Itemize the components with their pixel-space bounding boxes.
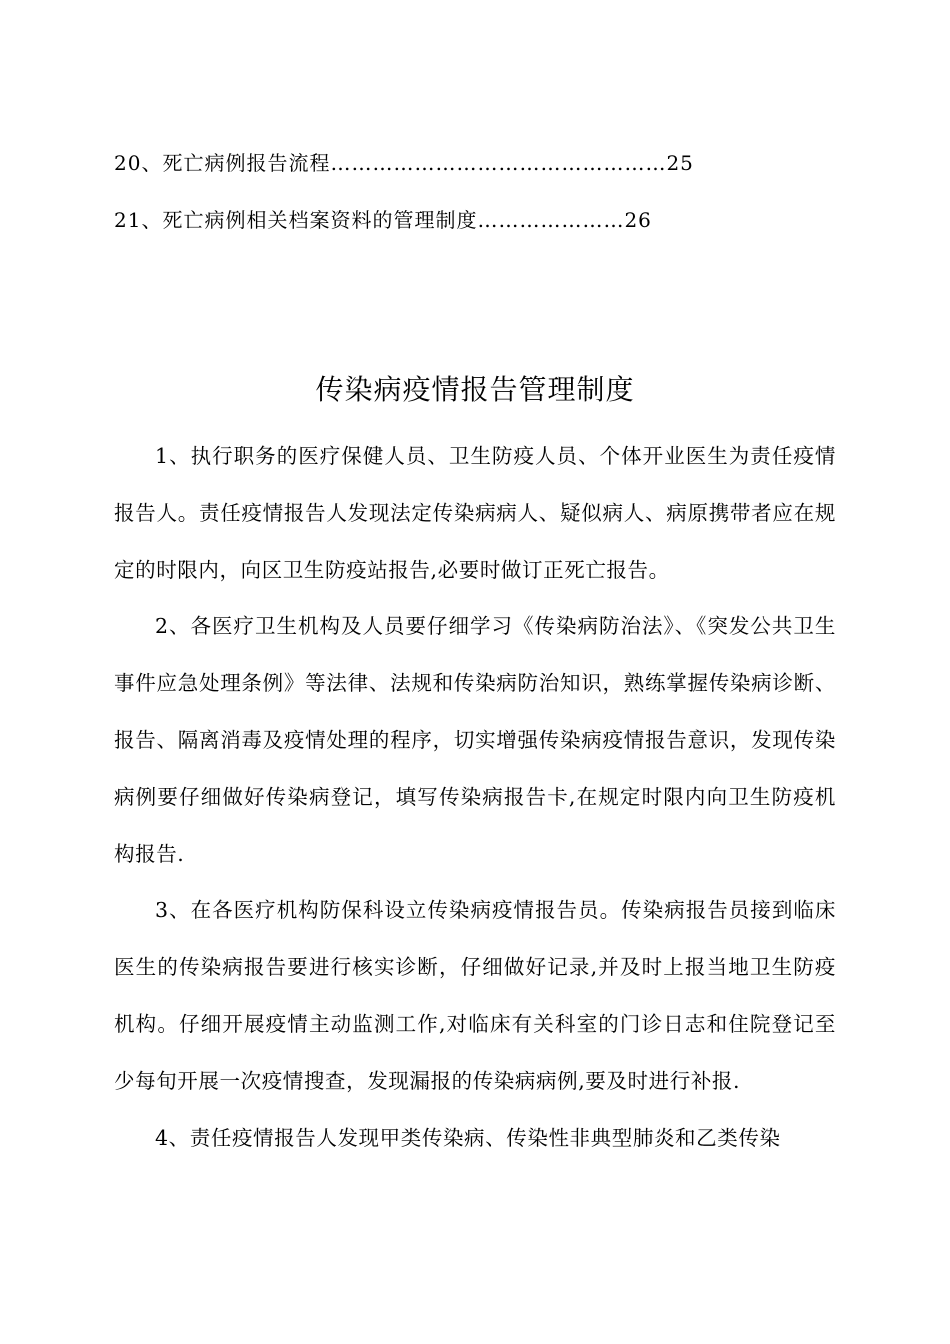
paragraph-1: 1、执行职务的医疗保健人员、卫生防疫人员、个体开业医生为责任疫情报告人。责任疫情报告人发现法定传染病病人、疑似病人、病原携带者应在规定的时限内，向区卫生防疫站报告,必要时做订正死亡报告。 [114, 444, 836, 582]
paragraph-3: 3、在各医疗机构防保科设立传染病疫情报告员。传染病报告员接到临床医生的传染病报告要进行核实诊断，仔细做好记录,并及时上报当地卫生防疫机构。仔细开展疫情主动监测工作,对临床有关科室的门诊日志和住院登记至少每旬开展一次疫情搜查，发现漏报的传染病病例,要及时进行补报. [114, 898, 836, 1093]
table-of-contents [114, 148, 834, 235]
paragraph-4: 4、责任疫情报告人发现甲类传染病、传染性非典型肺炎和乙类传染 [155, 1125, 781, 1150]
paragraph-2: 2、各医疗卫生机构及人员要仔细学习《传染病防治法》、《突发公共卫生事件应急处理条例》等法律、法规和传染病防治知识，熟练掌握传染病诊断、报告、隔离消毒及疫情处理的程序，切实增强传染病疫情报告意识，发现传染病例要仔细做好传染病登记，填写传染病报告卡,在规定时限内向卫生防疫机构报告. [114, 614, 836, 866]
toc-item-20: 20、死亡病例报告流程…………………………………………25 [114, 151, 694, 175]
toc-item-21: 21、死亡病例相关档案资料的管理制度…………………26 [114, 208, 652, 232]
document-body [114, 428, 836, 1166]
document-title: 传染病疫情报告管理制度 [315, 373, 635, 406]
